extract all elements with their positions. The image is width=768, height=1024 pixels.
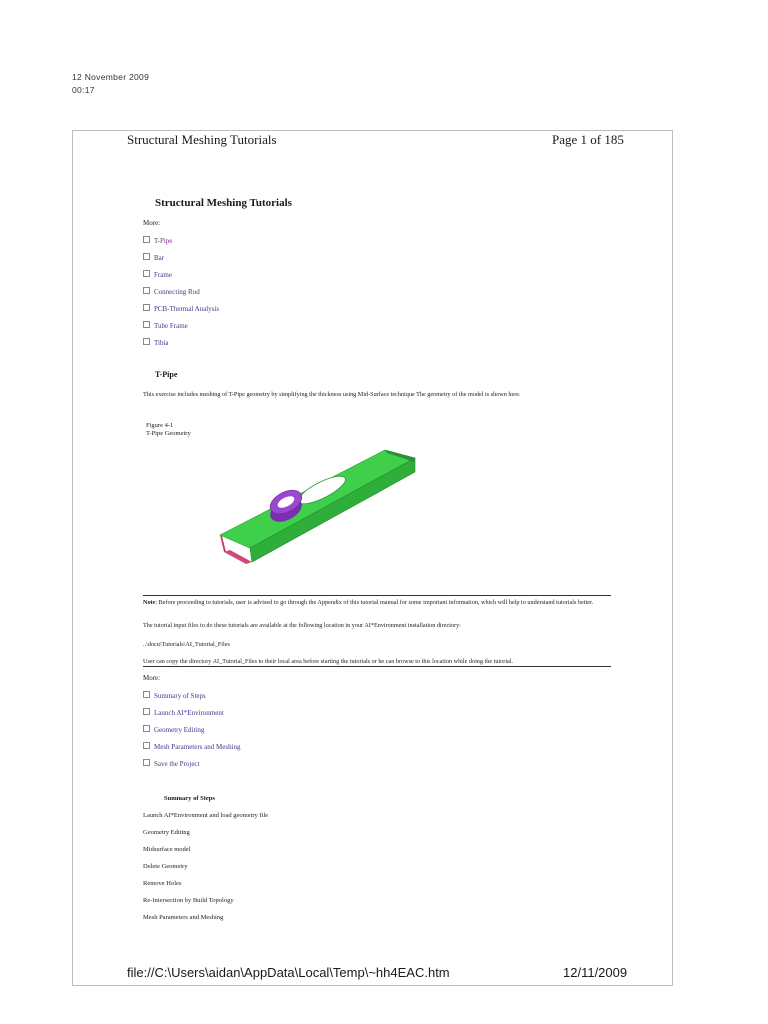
more-label: More: xyxy=(143,219,161,227)
checkbox-icon xyxy=(143,304,150,311)
link-launch-ai-environment[interactable]: Launch AI*Environment xyxy=(143,708,224,717)
summary-step: Remove Holes xyxy=(143,880,182,887)
input-files-text: The tutorial input files to do these tutorials are available at the following location in your AI*Environment installation directory: xyxy=(143,622,461,629)
checkbox-icon xyxy=(143,742,150,749)
link-frame[interactable]: Frame xyxy=(143,270,172,279)
section-title-t-pipe: T-Pipe xyxy=(155,370,178,379)
timestamp xyxy=(72,71,149,97)
link-save-the-project[interactable]: Save the Project xyxy=(143,759,200,768)
figure-caption xyxy=(146,422,191,438)
t-pipe-intro: This exercise includes meshing of T-Pipe geometry by simplifying the thickness using Mid-Surface technique The geometry of the model is shown here. xyxy=(143,391,521,398)
summary-step: Mesh Parameters and Meshing xyxy=(143,914,224,921)
summary-step: Delete Geometry xyxy=(143,863,188,870)
figure-number: Figure 4-1 xyxy=(146,422,174,429)
note-top-rule xyxy=(143,595,611,596)
summary-of-steps-title: Summary of Steps xyxy=(164,795,215,802)
checkbox-icon xyxy=(143,708,150,715)
checkbox-icon xyxy=(143,270,150,277)
link-geometry-editing[interactable]: Geometry Editing xyxy=(143,725,204,734)
checkbox-icon xyxy=(143,725,150,732)
header-page-number: Page 1 of 185 xyxy=(552,132,624,147)
checkbox-icon xyxy=(143,287,150,294)
document-title: Structural Meshing Tutorials xyxy=(155,197,292,209)
link-summary-of-steps[interactable]: Summary of Steps xyxy=(143,691,206,700)
checkbox-icon xyxy=(143,236,150,243)
input-files-path: ..\docu\Tutorials\AI_Tutorial_Files xyxy=(143,641,230,648)
link-pcb-thermal-analysis[interactable]: PCB-Thermal Analysis xyxy=(143,304,219,313)
checkbox-icon xyxy=(143,759,150,766)
checkbox-icon xyxy=(143,253,150,260)
link-connecting-rod[interactable]: Connecting Rod xyxy=(143,287,200,296)
checkbox-icon xyxy=(143,321,150,328)
copy-directory-text: User can copy the directory AI_Tutorial_Files to their local area before starting the tutorials or he can browse to this location while doing the tutorial. xyxy=(143,658,514,665)
timestamp-time: 00:17 xyxy=(72,85,95,95)
link-tibia[interactable]: Tibia xyxy=(143,338,169,347)
summary-step: Geometry Editing xyxy=(143,829,190,836)
checkbox-icon xyxy=(143,691,150,698)
note-bottom-rule xyxy=(143,666,611,667)
note-paragraph xyxy=(143,599,613,607)
link-mesh-parameters-and-meshing[interactable]: Mesh Parameters and Meshing xyxy=(143,742,241,751)
summary-step: Launch AI*Environment and load geometry file xyxy=(143,812,269,819)
checkbox-icon xyxy=(143,338,150,345)
link-bar[interactable]: Bar xyxy=(143,253,164,262)
summary-step: Midsurface model xyxy=(143,846,191,853)
figure-title: T-Pipe Geometry xyxy=(146,430,191,437)
footer-file-path: file://C:\Users\aidan\AppData\Local\Temp\~hh4EAC.htm xyxy=(127,965,450,980)
footer-date: 12/11/2009 xyxy=(563,965,628,980)
t-pipe-geometry-figure xyxy=(210,440,430,565)
link-t-pipe[interactable]: T-Pipe xyxy=(143,236,172,245)
note-label: Note xyxy=(143,599,156,606)
summary-step: Re-Intersection by Build Topology xyxy=(143,897,234,904)
timestamp-date: 12 November 2009 xyxy=(72,72,150,82)
channel-bottom-edge xyxy=(224,550,252,564)
link-tube-frame[interactable]: Tube Frame xyxy=(143,321,188,330)
note-text: : Before proceeding to tutorials, user is advised to go through the Appendix of this tutorial manual for some important information, which will help to understand tutorials better. xyxy=(155,599,594,606)
header-title: Structural Meshing Tutorials xyxy=(127,132,277,147)
channel-left-edge xyxy=(220,535,226,552)
more-label-2: More: xyxy=(143,674,161,682)
